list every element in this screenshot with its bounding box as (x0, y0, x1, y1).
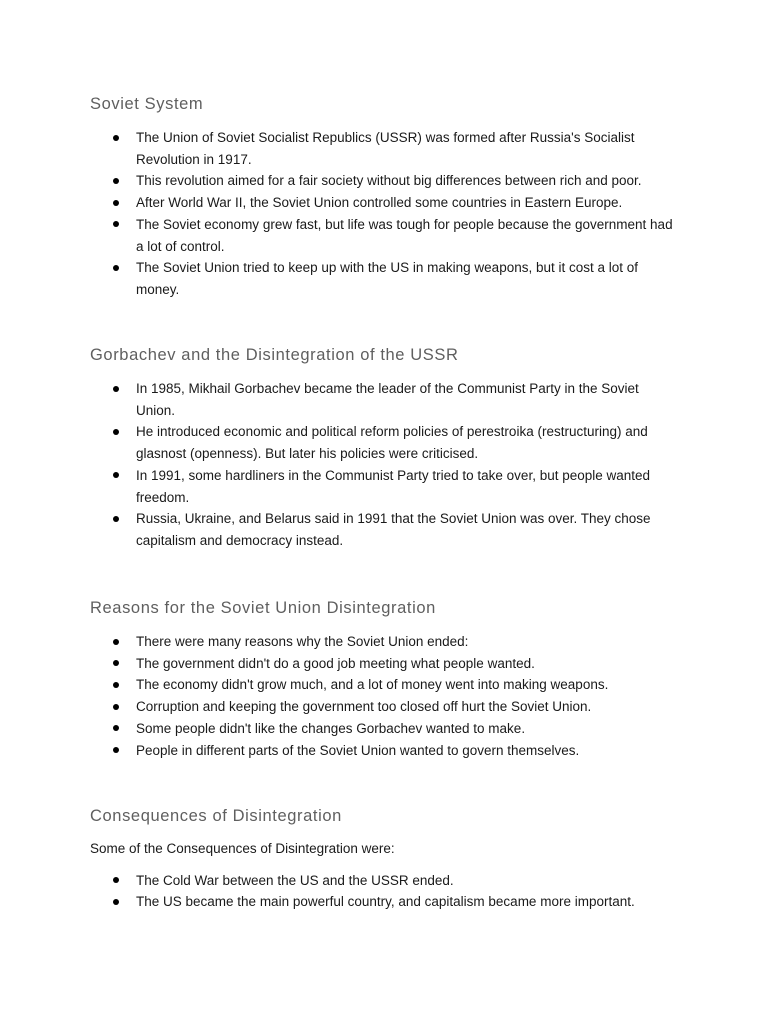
list-item (90, 508, 680, 551)
bullet-icon (113, 660, 119, 666)
bullet-list (90, 127, 680, 301)
bullet-icon (113, 386, 119, 392)
bullet-icon (113, 265, 119, 271)
list-item (90, 421, 680, 464)
list-item-text: The Cold War between the US and the USSR ended. (136, 872, 454, 888)
bullet-icon (113, 639, 119, 645)
section-heading: Soviet System (90, 95, 204, 113)
list-item-text: The government didn't do a good job meeting what people wanted. (136, 655, 535, 671)
list-item (90, 465, 680, 508)
section-gorbachev (90, 344, 680, 552)
list-item-text: He introduced economic and political reform policies of perestroika (restructuring) and glasnost (openness). But later his policies were criticised. (136, 424, 648, 462)
bullet-icon (113, 429, 119, 435)
bullet-icon (113, 877, 119, 883)
bullet-list (90, 870, 680, 913)
bullet-icon (113, 472, 119, 478)
list-item-text: The US became the main powerful country, and capitalism became more important. (136, 894, 635, 910)
bullet-icon (113, 178, 119, 184)
section-heading: Reasons for the Soviet Union Disintegration (90, 599, 436, 617)
bullet-icon (113, 200, 119, 206)
list-item (90, 257, 680, 300)
list-item-text: In 1991, some hardliners in the Communist Party tried to take over, but people wanted freedom. (136, 467, 651, 505)
bullet-icon (113, 221, 119, 227)
bullet-icon (113, 899, 119, 905)
list-item-text: The Soviet economy grew fast, but life was tough for people because the government had a lot of control. (136, 216, 673, 254)
list-item (90, 653, 680, 675)
list-item-text: Corruption and keeping the government too closed off hurt the Soviet Union. (136, 699, 592, 715)
list-item (90, 696, 680, 718)
section-heading: Gorbachev and the Disintegration of the USSR (90, 346, 459, 364)
list-item-text: Russia, Ukraine, and Belarus said in 1991 that the Soviet Union was over. They chose capitalism and democracy instead. (136, 511, 651, 548)
list-item (90, 170, 680, 192)
list-item (90, 214, 680, 257)
list-item-text: The Soviet Union tried to keep up with the US in making weapons, but it cost a lot of money. (136, 260, 639, 297)
list-item (90, 378, 680, 421)
bullet-icon (113, 725, 119, 731)
list-item (90, 631, 680, 653)
bullet-list (90, 631, 680, 761)
section-intro-text: Some of the Consequences of Disintegration were: (90, 841, 395, 856)
bullet-icon (113, 135, 119, 141)
list-item (90, 127, 680, 170)
list-item (90, 740, 680, 762)
bullet-icon (113, 747, 119, 753)
list-item-text: The Union of Soviet Socialist Republics (USSR) was formed after Russia's Socialist Revolution in 1917. (136, 130, 635, 167)
section-soviet-system (90, 93, 680, 301)
list-item-text: In 1985, Mikhail Gorbachev became the leader of the Communist Party in the Soviet Union. (136, 381, 639, 418)
list-item-text: The economy didn't grow much, and a lot of money went into making weapons. (136, 677, 609, 693)
bullet-list (90, 378, 680, 552)
list-item-text: People in different parts of the Soviet Union wanted to govern themselves. (136, 742, 580, 758)
section-consequences (90, 805, 680, 913)
section-reasons (90, 597, 680, 761)
bullet-icon (113, 704, 119, 710)
list-item-text: Some people didn't like the changes Gorbachev wanted to make. (136, 720, 526, 736)
list-item-text: There were many reasons why the Soviet Union ended: (136, 634, 469, 649)
list-item (90, 870, 680, 892)
list-item (90, 891, 680, 913)
list-item (90, 192, 680, 214)
list-item-text: After World War II, the Soviet Union controlled some countries in Eastern Europe. (136, 195, 623, 211)
list-item (90, 674, 680, 696)
list-item-text: This revolution aimed for a fair society without big differences between rich and poor. (136, 173, 642, 189)
section-heading: Consequences of Disintegration (90, 807, 342, 825)
bullet-icon (113, 682, 119, 688)
bullet-icon (113, 516, 119, 522)
list-item (90, 718, 680, 740)
